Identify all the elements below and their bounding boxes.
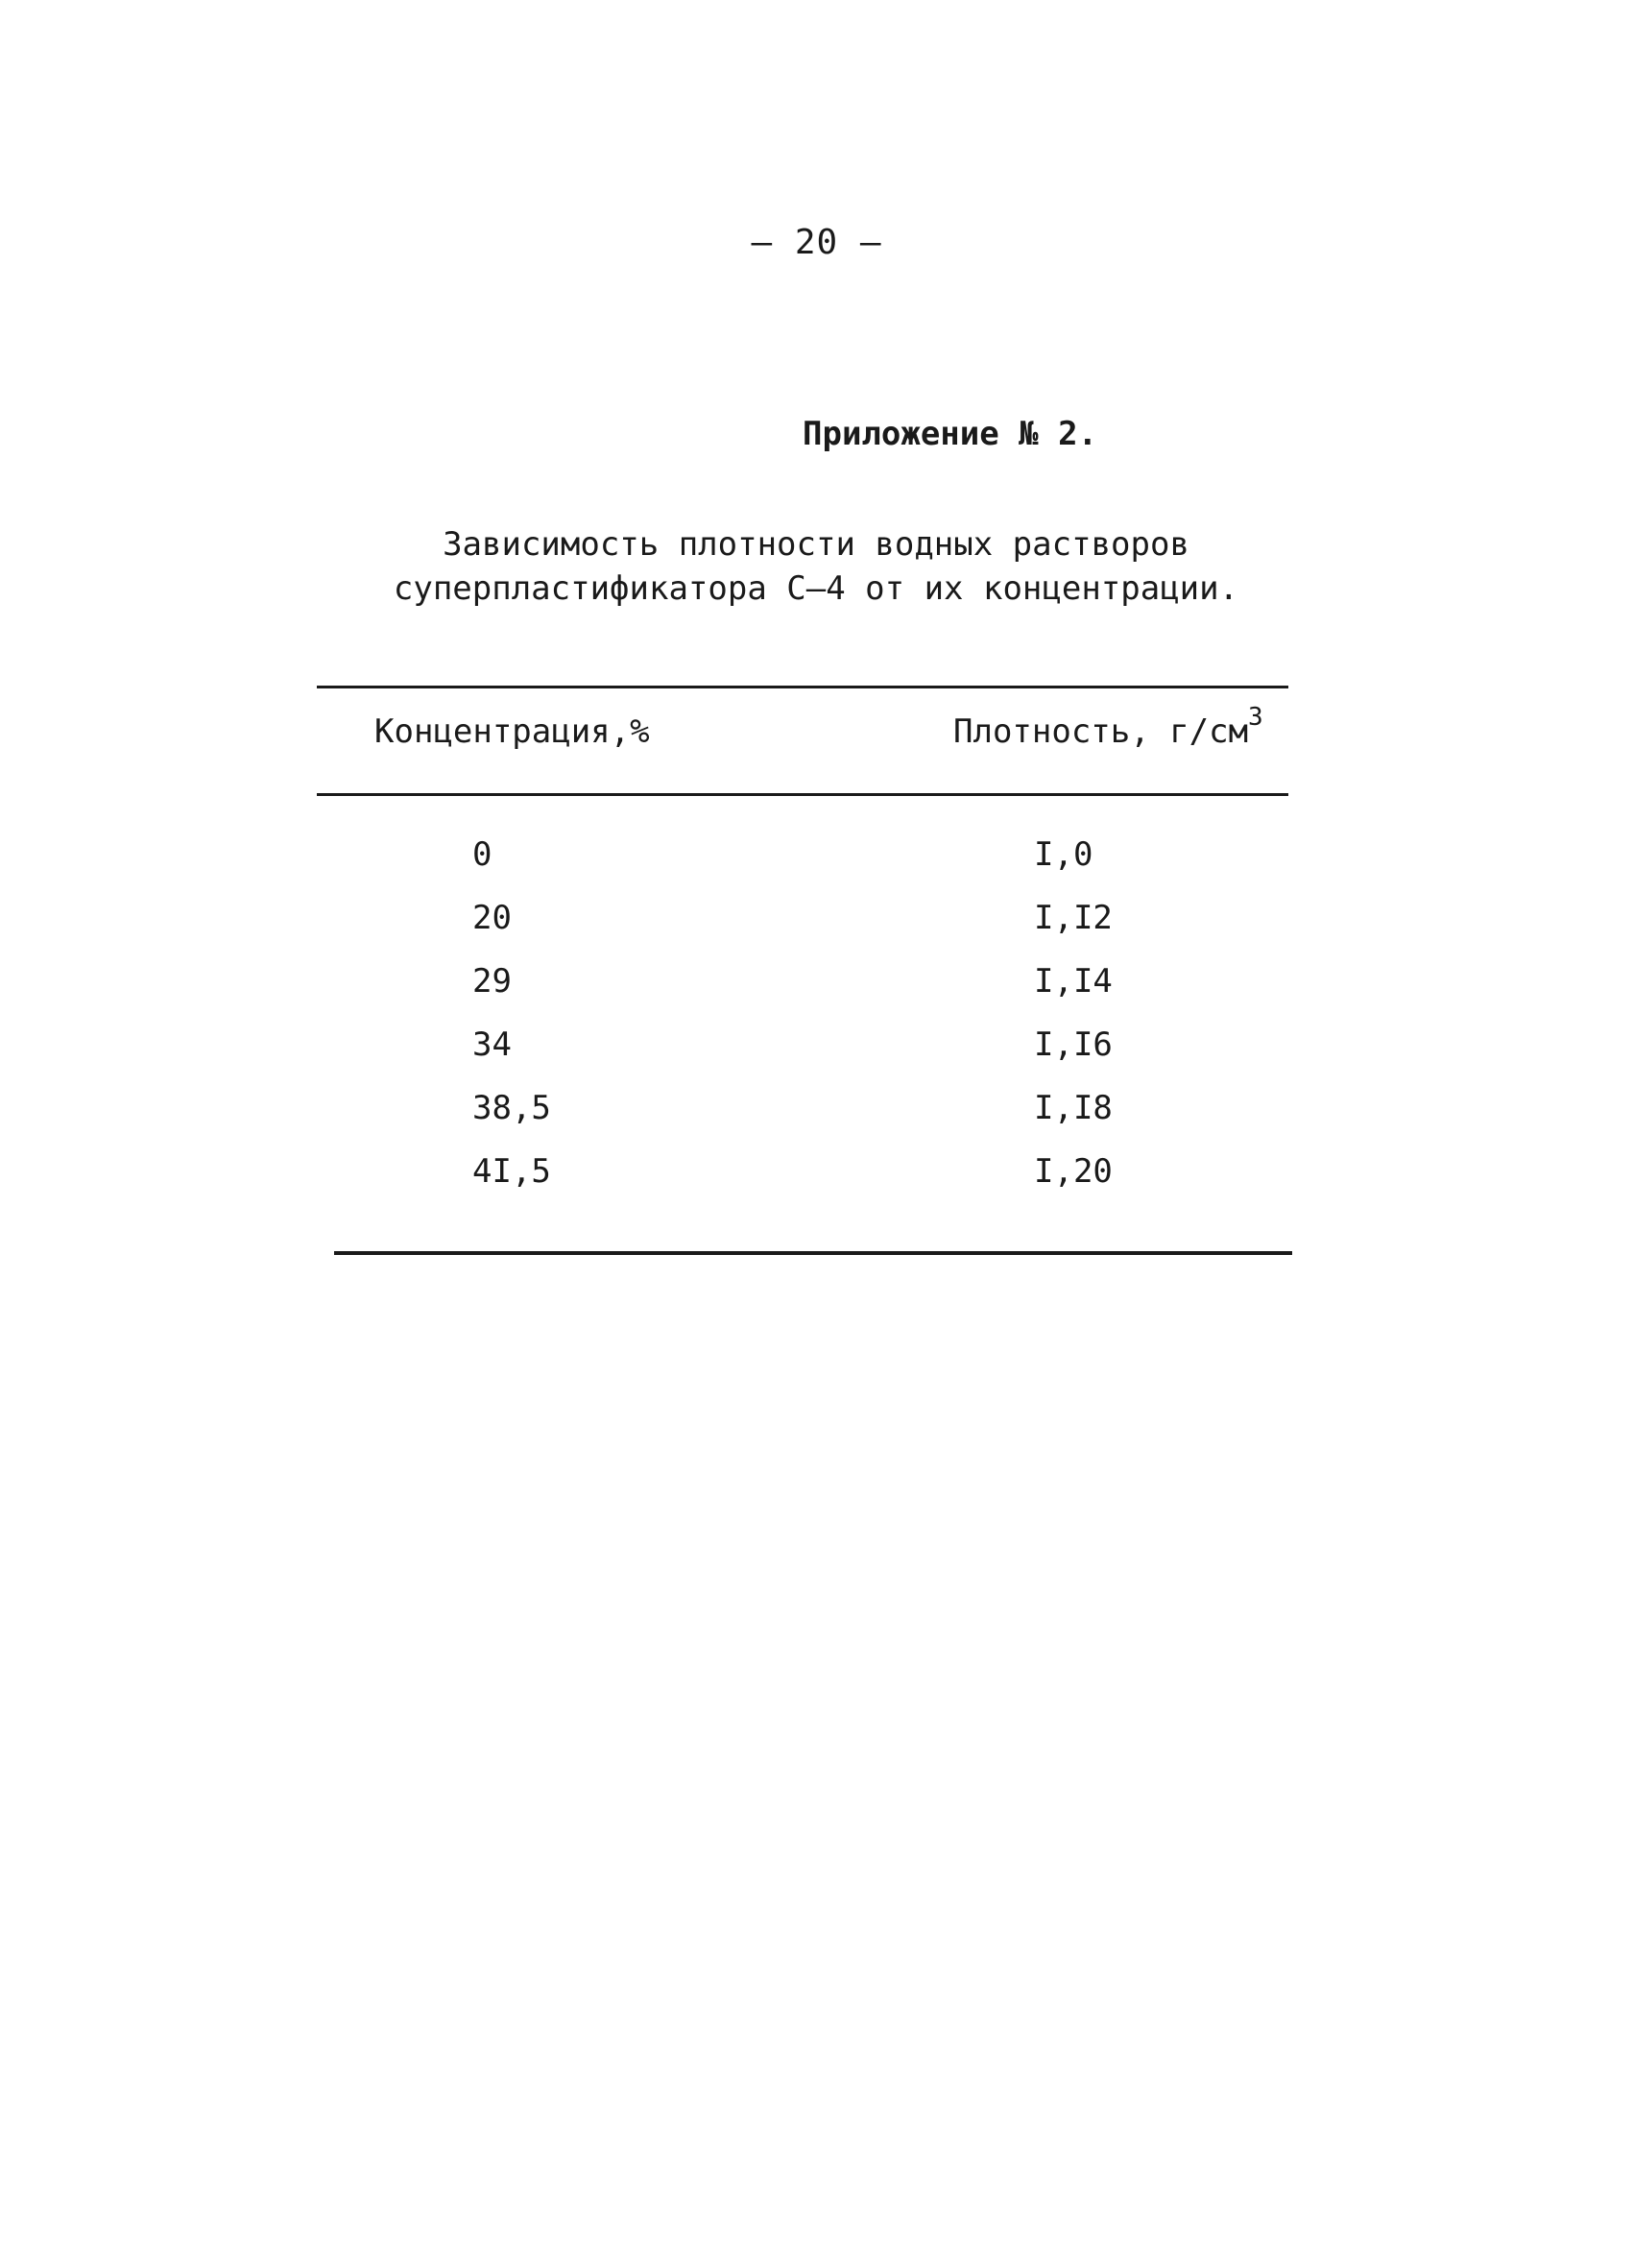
table-caption (317, 522, 1315, 611)
cell-density: I,I6 (1034, 1025, 1113, 1064)
header-density-superscript: 3 (1248, 703, 1263, 732)
table-bottom-rule (334, 1251, 1292, 1255)
header-density-label: Плотность, г/см (953, 712, 1249, 751)
header-concentration: Концентрация,% (374, 712, 650, 751)
caption-line-1: Зависимость плотности водных растворов (443, 525, 1189, 564)
table-top-rule (317, 686, 1288, 688)
cell-density: I,I8 (1034, 1089, 1113, 1127)
cell-density: I,I2 (1034, 899, 1113, 937)
cell-concentration: 4I,5 (472, 1152, 551, 1191)
cell-density: I,20 (1034, 1152, 1113, 1191)
cell-concentration: 34 (472, 1025, 512, 1064)
cell-concentration: 20 (472, 899, 512, 937)
table-body (0, 835, 1633, 1216)
cell-concentration: 29 (472, 962, 512, 1001)
table-row (0, 1089, 1633, 1152)
table-row (0, 1025, 1633, 1089)
cell-density: I,I4 (1034, 962, 1113, 1001)
table-row (0, 899, 1633, 962)
header-density (953, 703, 1263, 751)
caption-line-2: суперпластификатора С–4 от их концентрации. (393, 569, 1239, 608)
cell-density: I,0 (1034, 835, 1093, 874)
page-number: – 20 – (751, 223, 882, 262)
cell-concentration: 38,5 (472, 1089, 551, 1127)
appendix-label: Приложение № 2. (803, 415, 1098, 453)
table-header-rule (317, 793, 1288, 796)
table-row (0, 1152, 1633, 1216)
cell-concentration: 0 (472, 835, 492, 874)
table-row (0, 962, 1633, 1025)
table-row (0, 835, 1633, 899)
